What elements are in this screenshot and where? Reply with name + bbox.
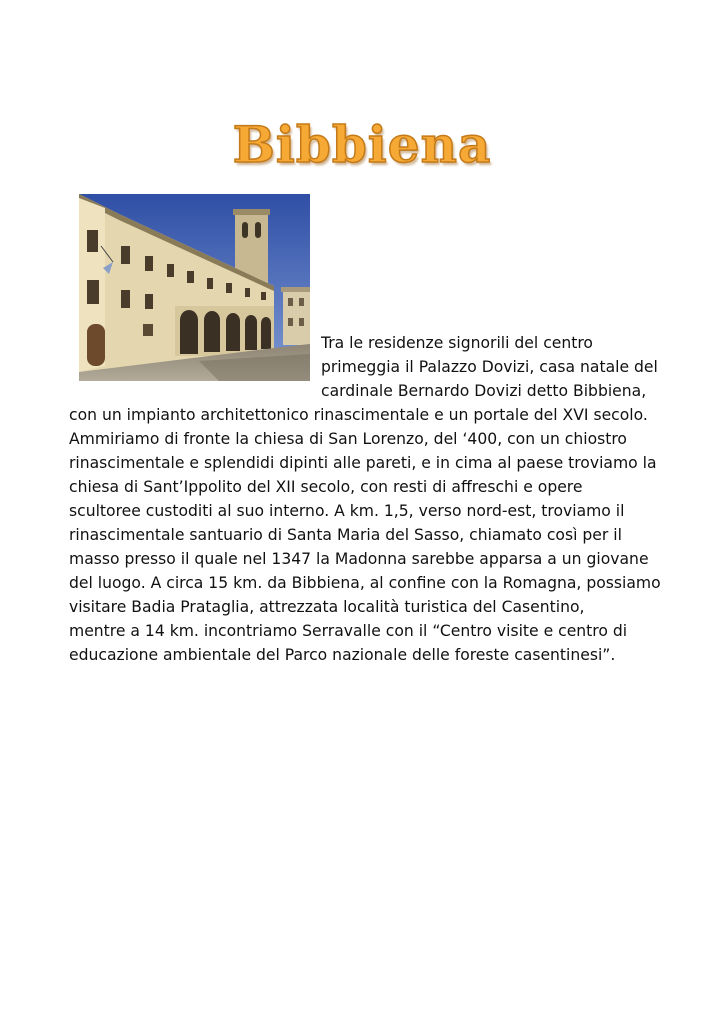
text-line: scultoree custoditi al suo interno. A km. 1,5, verso nord-est, troviamo il — [69, 502, 625, 520]
text-line: rinascimentale santuario di Santa Maria del Sasso, chiamato così per il — [69, 526, 622, 544]
text-line: cardinale Bernardo Dovizi detto Bibbiena, — [321, 382, 647, 400]
text-line: mentre a 14 km. incontriamo Serravalle con il “Centro visite e centro di — [69, 622, 628, 640]
text-line: primeggia il Palazzo Dovizi, casa natale del — [321, 358, 658, 376]
text-line: educazione ambientale del Parco nazionale delle foreste casentinesi”. — [69, 646, 616, 664]
text-line: masso presso il quale nel 1347 la Madonna sarebbe apparsa a un giovane — [69, 550, 649, 568]
text-line: visitare Badia Prataglia, attrezzata località turistica del Casentino, — [69, 598, 585, 616]
text-line: Tra le residenze signorili del centro — [321, 334, 593, 352]
text-line: con un impianto architettonico rinascimentale e un portale del XVI secolo. — [69, 406, 648, 424]
palazzo-photo — [79, 194, 310, 381]
text-line: Ammiriamo di fronte la chiesa di San Lorenzo, del ‘400, con un chiostro — [69, 430, 627, 448]
page-title: Bibbiena — [232, 115, 492, 174]
text-line: rinascimentale e splendidi dipinti alle pareti, e in cima al paese troviamo la — [69, 454, 657, 472]
text-line: chiesa di Sant’Ippolito del XII secolo, con resti di affreschi e opere — [69, 478, 583, 496]
text-line: del luogo. A circa 15 km. da Bibbiena, al confine con la Romagna, possiamo — [69, 574, 661, 592]
